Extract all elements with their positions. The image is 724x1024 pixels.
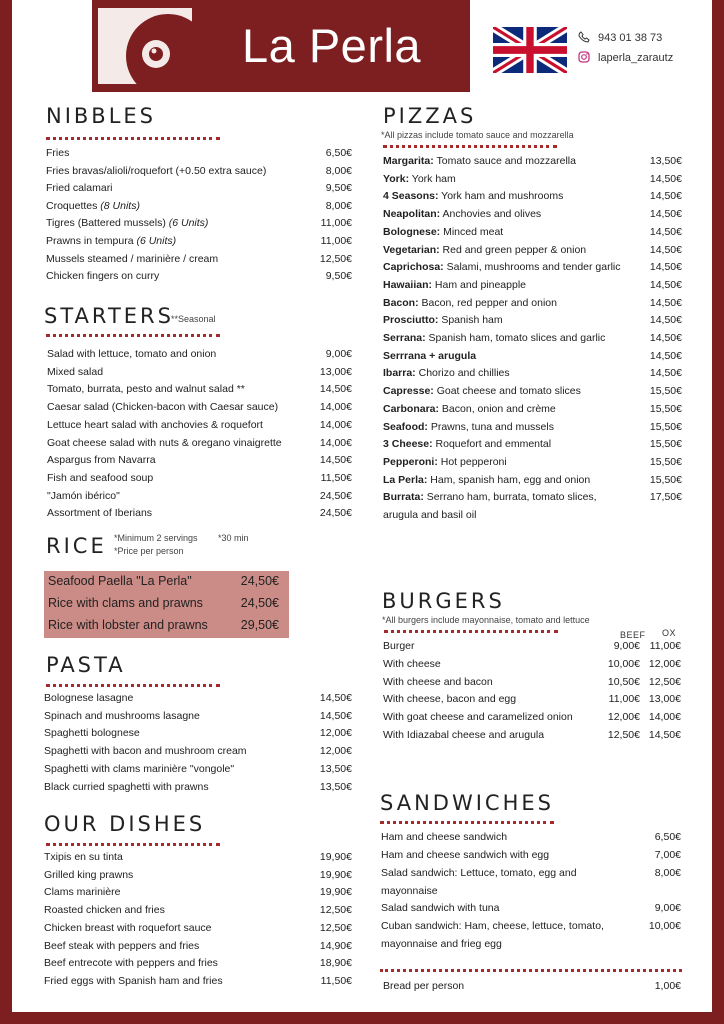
menu-item-price: 12,00€	[319, 727, 352, 740]
pizza-name-wrap	[383, 188, 563, 206]
pizza-name: York:	[383, 172, 410, 185]
pizza-price: 15,50€	[649, 473, 682, 486]
menu-item-name: Spaghetti with bacon and mushroom cream	[44, 745, 247, 758]
starters-title: STARTERS	[44, 304, 174, 328]
bread-price: 1,00€	[654, 980, 681, 992]
dishes-title: OUR DISHES	[44, 812, 206, 836]
burger-beef-price: 10,00€	[607, 657, 640, 670]
sandwich-price: 10,00€	[648, 920, 681, 932]
menu-item-note: (6 Units)	[168, 217, 209, 230]
pizza-price: 14,50€	[649, 332, 682, 344]
pizza-desc: York ham	[409, 172, 456, 185]
pizza-name-wrap	[383, 242, 586, 260]
rice-item-row	[48, 618, 285, 632]
sandwich-price: 8,00€	[654, 867, 681, 879]
sandwich-name: Cuban sandwich: Ham, cheese, lettuce, tomato,	[381, 920, 604, 932]
menu-item-name: Mixed salad	[47, 365, 104, 378]
menu-item-name: Bolognese lasagne	[44, 692, 134, 704]
pizza-name-wrap	[383, 259, 621, 277]
burger-beef-price: 12,50€	[607, 729, 640, 741]
menu-item-name: Spaghetti bolognese	[44, 727, 140, 740]
menu-item-price: 9,50€	[325, 182, 352, 195]
pizza-name: La Perla:	[383, 473, 428, 486]
divider	[383, 145, 557, 148]
divider	[380, 969, 682, 972]
pizza-name: Vegetarian:	[383, 243, 440, 256]
menu-item-price: 14,50€	[319, 692, 352, 704]
menu-item-note: (6 Units)	[136, 235, 177, 247]
burger-name: With cheese, bacon and egg	[383, 693, 517, 706]
rice-item-name: Rice with lobster and prawns	[48, 618, 208, 632]
rice-item-price: 24,50€	[240, 596, 279, 610]
menu-item-name: Beef entrecote with peppers and fries	[44, 957, 218, 970]
rice-highlight-box	[44, 571, 289, 638]
burger-beef-price: 12,00€	[607, 711, 640, 724]
pizza-price: 15,50€	[649, 438, 682, 451]
pizza-desc: Tomato sauce and mozzarella	[433, 155, 576, 167]
sandwich-price: 7,00€	[654, 849, 681, 861]
menu-item-name: Fried calamari	[46, 182, 113, 195]
sandwich-name-line2: mayonnaise	[381, 884, 438, 897]
pizza-name-wrap	[383, 153, 576, 171]
phone-icon	[578, 31, 590, 43]
menu-item-name: Aspargus from Navarra	[47, 454, 156, 467]
menu-item-name: Fried eggs with Spanish ham and fries	[44, 974, 223, 987]
pizza-name: Hawaiian:	[383, 278, 433, 291]
menu-item-price: 14,00€	[319, 436, 352, 449]
menu-item-price: 11,50€	[320, 471, 352, 484]
pizzas-title: PIZZAS	[383, 104, 477, 128]
sandwich-name-line2: mayonnaise and frieg egg	[381, 937, 502, 950]
pizza-name-wrap	[383, 401, 556, 419]
divider	[46, 137, 220, 140]
instagram-icon	[578, 51, 590, 63]
menu-item-price: 8,00€	[325, 164, 352, 177]
pizza-name: Bolognese:	[383, 225, 441, 238]
rice-item-name: Rice with clams and prawns	[48, 596, 203, 610]
pizza-name: Serrrana + arugula	[383, 349, 477, 362]
menu-item-price: 11,00€	[320, 217, 352, 230]
burger-beef-price: 10,50€	[607, 675, 640, 688]
burgers-title: BURGERS	[382, 589, 505, 613]
rice-title: RICE	[46, 534, 107, 558]
burgers-col-beef: BEEF	[620, 630, 646, 640]
menu-item-name: Spinach and mushrooms lasagne	[44, 709, 200, 722]
starters-note: **Seasonal	[171, 314, 216, 324]
pizza-name-wrap	[383, 472, 590, 490]
pizza-desc: Spanish ham	[438, 314, 503, 327]
pizza-price: 15,50€	[649, 385, 682, 398]
burger-beef-price: 9,00€	[613, 640, 640, 652]
menu-item-price: 14,50€	[319, 383, 352, 396]
menu-item-price: 24,50€	[319, 507, 352, 520]
pizza-desc: Minced meat	[440, 225, 504, 238]
menu-item-price: 19,90€	[319, 868, 352, 881]
uk-flag-icon[interactable]	[493, 27, 567, 73]
phone-number: 943 01 38 73	[598, 32, 663, 44]
pizza-price: 14,50€	[649, 190, 682, 203]
menu-item-price: 11,00€	[320, 235, 352, 247]
menu-item-name: Chicken fingers on curry	[46, 270, 160, 283]
menu-item-price: 14,00€	[319, 418, 352, 431]
pizza-name: Caprichosa:	[383, 261, 444, 274]
nibbles-title: NIBBLES	[46, 104, 157, 128]
pizza-desc: Prawns, tuna and mussels	[427, 420, 554, 433]
burger-ox-price: 14,00€	[648, 711, 681, 724]
divider	[46, 684, 220, 687]
pizza-price: 14,50€	[649, 296, 682, 309]
menu-item-name: Caesar salad (Chicken-bacon with Caesar sauce)	[47, 401, 279, 414]
brand-header	[92, 0, 470, 92]
menu-item-name: Fries bravas/alioli/roquefort (+0.50 extra sauce)	[46, 164, 267, 177]
burger-name: With goat cheese and caramelized onion	[383, 711, 573, 724]
menu-item-name: Clams marinière	[44, 886, 121, 899]
pizza-desc: Goat cheese and tomato slices	[433, 385, 581, 398]
pasta-title: PASTA	[46, 653, 126, 677]
burger-name: With cheese	[383, 657, 441, 670]
pizza-price: 14,50€	[649, 314, 682, 327]
pizza-desc: Anchovies and olives	[440, 208, 542, 221]
pizzas-note: *All pizzas include tomato sauce and mozzarella	[381, 130, 574, 140]
pizza-desc: Bacon, red pepper and onion	[418, 296, 557, 309]
pizza-price: 17,50€	[649, 491, 682, 504]
burger-ox-price: 11,00€	[649, 640, 681, 652]
pizza-name: 3 Cheese:	[383, 438, 433, 451]
menu-item-price: 19,90€	[319, 886, 352, 899]
menu-item-price: 12,00€	[319, 745, 352, 758]
menu-item-price: 13,00€	[319, 365, 352, 378]
pizza-name: Margarita:	[383, 155, 434, 167]
pizza-name-wrap	[383, 330, 605, 348]
menu-item-name: Prawns in tempura (6 Units)	[46, 235, 177, 247]
pizza-name: Prosciutto:	[383, 314, 439, 327]
menu-item-price: 13,50€	[319, 780, 352, 793]
rice-item-price: 29,50€	[240, 618, 279, 632]
pizza-desc-line2: arugula and basil oil	[383, 508, 477, 521]
pizza-desc: Ham and pineapple	[432, 278, 526, 291]
pizza-desc: Hot pepperoni	[437, 455, 507, 468]
burger-name: With Idiazabal cheese and arugula	[383, 729, 545, 741]
pizza-price: 14,50€	[649, 367, 682, 380]
instagram-contact	[578, 51, 673, 64]
pizza-name-wrap	[383, 436, 551, 454]
pizza-name-wrap	[383, 365, 510, 383]
pizza-price: 14,50€	[649, 225, 682, 238]
pizza-name: Burrata:	[383, 491, 424, 504]
pizza-name-wrap	[383, 171, 456, 189]
sandwich-name: Salad sandwich: Lettuce, tomato, egg and	[381, 867, 577, 879]
pizza-desc: Bacon, onion and crème	[439, 402, 556, 415]
menu-item-note: (8 Units)	[100, 199, 140, 212]
burger-name: With cheese and bacon	[383, 675, 493, 688]
divider	[380, 821, 554, 824]
divider	[46, 334, 220, 337]
menu-item-name: Mussels steamed / marinière / cream	[46, 252, 219, 265]
sandwich-name: Salad sandwich with tuna	[381, 902, 500, 914]
pizza-name-wrap	[383, 454, 507, 472]
rice-note-minimum: *Minimum 2 servings	[114, 533, 198, 543]
menu-item-name: Beef steak with peppers and fries	[44, 939, 200, 952]
menu-item-name: Grilled king prawns	[44, 868, 134, 881]
pizza-desc: Chorizo and chillies	[415, 367, 510, 380]
pizza-name-wrap	[383, 383, 581, 401]
divider	[46, 843, 220, 846]
menu-item-price: 9,00€	[325, 348, 352, 360]
menu-item-name: Tomato, burrata, pesto and walnut salad **	[47, 383, 245, 396]
sandwich-name: Ham and cheese sandwich with egg	[381, 849, 550, 861]
rice-item-row	[48, 596, 285, 610]
rice-note-price: *Price per person	[114, 546, 184, 556]
menu-item-price: 6,50€	[325, 147, 352, 159]
menu-item-price: 9,50€	[325, 270, 352, 283]
menu-item-name: Txipis en su tinta	[44, 851, 123, 863]
pizza-name-wrap	[383, 419, 554, 437]
pizza-name: Serrana:	[383, 332, 426, 344]
pizza-price: 14,50€	[649, 243, 682, 256]
burger-ox-price: 12,50€	[648, 675, 681, 688]
pizza-name-wrap	[383, 277, 526, 295]
pizza-name: Seafood:	[383, 420, 428, 433]
sandwich-price: 6,50€	[654, 831, 681, 843]
pizza-name: Pepperoni:	[383, 455, 438, 468]
menu-item-name: Spaghetti with clams marinière "vongole"	[44, 762, 235, 775]
pizza-name: Ibarra:	[383, 367, 416, 380]
menu-item-price: 12,50€	[319, 921, 352, 934]
menu-item-name: Black curried spaghetti with prawns	[44, 780, 209, 793]
rice-item-row	[48, 574, 285, 588]
bread-name: Bread per person	[383, 980, 465, 992]
sandwiches-title: SANDWICHES	[380, 791, 554, 815]
instagram-handle: laperla_zarautz	[598, 52, 674, 64]
pizza-desc: Serrano ham, burrata, tomato slices,	[423, 491, 597, 504]
rice-item-price: 24,50€	[240, 574, 279, 588]
pizza-desc: Spanish ham, tomato slices and garlic	[425, 332, 606, 344]
burgers-col-ox: OX	[662, 628, 677, 638]
pizza-price: 15,50€	[649, 420, 682, 433]
menu-item-name: Assortment of Iberians	[47, 507, 153, 520]
pizza-price: 14,50€	[649, 208, 682, 221]
menu-item-name: Roasted chicken and fries	[44, 904, 165, 917]
pizza-desc: Ham, spanish ham, egg and onion	[427, 473, 591, 486]
burgers-note: *All burgers include mayonnaise, tomato and lettuce	[382, 615, 590, 625]
menu-item-name: "Jamón ibérico"	[47, 489, 120, 502]
menu-item-price: 8,00€	[325, 199, 352, 212]
menu-item-name: Goat cheese salad with nuts & oregano vinaigrette	[47, 436, 282, 449]
menu-item-name: Fries	[46, 147, 70, 159]
rice-item-name: Seafood Paella "La Perla"	[48, 574, 192, 588]
burger-beef-price: 11,00€	[608, 693, 640, 706]
menu-item-price: 12,50€	[319, 252, 352, 265]
pizza-price: 15,50€	[649, 402, 682, 415]
pizza-price: 14,50€	[649, 261, 682, 274]
pizza-price: 14,50€	[649, 278, 682, 291]
pizza-name: Bacon:	[383, 296, 419, 309]
menu-item-name: Chicken breast with roquefort sauce	[44, 921, 212, 934]
menu-item-name: Tigres (Battered mussels) (6 Units)	[46, 217, 209, 230]
pizza-desc: York ham and mushrooms	[438, 190, 564, 203]
menu-item-name: Salad with lettuce, tomato and onion	[47, 348, 217, 360]
pizza-desc: Roquefort and emmental	[432, 438, 552, 451]
pizza-name-wrap	[383, 348, 476, 366]
pizza-price: 14,50€	[649, 349, 682, 362]
menu-item-price: 13,50€	[319, 762, 352, 775]
menu-item-price: 11,50€	[320, 974, 352, 987]
menu-item-price: 14,90€	[319, 939, 352, 952]
divider	[384, 630, 558, 633]
pizza-name-wrap	[383, 312, 503, 330]
pizza-name: 4 Seasons:	[383, 190, 439, 203]
sandwich-name: Ham and cheese sandwich	[381, 831, 508, 843]
burger-name: Burger	[383, 640, 415, 652]
menu-item-price: 14,00€	[319, 401, 352, 414]
phone-contact	[578, 31, 662, 44]
pizza-name: Capresse:	[383, 385, 434, 398]
menu-item-name: Fish and seafood soup	[47, 471, 154, 484]
pizza-price: 15,50€	[649, 455, 682, 468]
menu-item-price: 14,50€	[319, 454, 352, 467]
pizza-name-wrap	[383, 224, 503, 242]
burger-ox-price: 12,00€	[648, 657, 681, 670]
menu-item-price: 12,50€	[319, 904, 352, 917]
menu-item-price: 24,50€	[319, 489, 352, 502]
sandwich-price: 9,00€	[654, 902, 681, 914]
pizza-name-wrap	[383, 206, 541, 224]
brand-title: La Perla	[242, 19, 422, 72]
menu-item-price: 19,90€	[319, 851, 352, 863]
pizza-price: 13,50€	[649, 155, 682, 167]
pearl-logo-icon	[98, 8, 192, 84]
menu-item-price: 18,90€	[319, 957, 352, 970]
burger-ox-price: 14,50€	[648, 729, 681, 741]
menu-item-name: Croquettes (8 Units)	[46, 199, 140, 212]
menu-item-price: 14,50€	[319, 709, 352, 722]
pizza-price: 14,50€	[649, 172, 682, 185]
pizza-name-wrap	[383, 489, 597, 507]
rice-note-time: *30 min	[218, 533, 249, 543]
menu-item-name: Lettuce heart salad with anchovies & roquefort	[47, 418, 263, 431]
pizza-desc: Salami, mushrooms and tender garlic	[443, 261, 621, 274]
pizza-name-wrap	[383, 295, 557, 313]
burger-ox-price: 13,00€	[648, 693, 681, 706]
pizza-name: Carbonara:	[383, 402, 440, 415]
pizza-name: Neapolitan:	[383, 208, 441, 221]
pizza-desc: Red and green pepper & onion	[439, 243, 587, 256]
